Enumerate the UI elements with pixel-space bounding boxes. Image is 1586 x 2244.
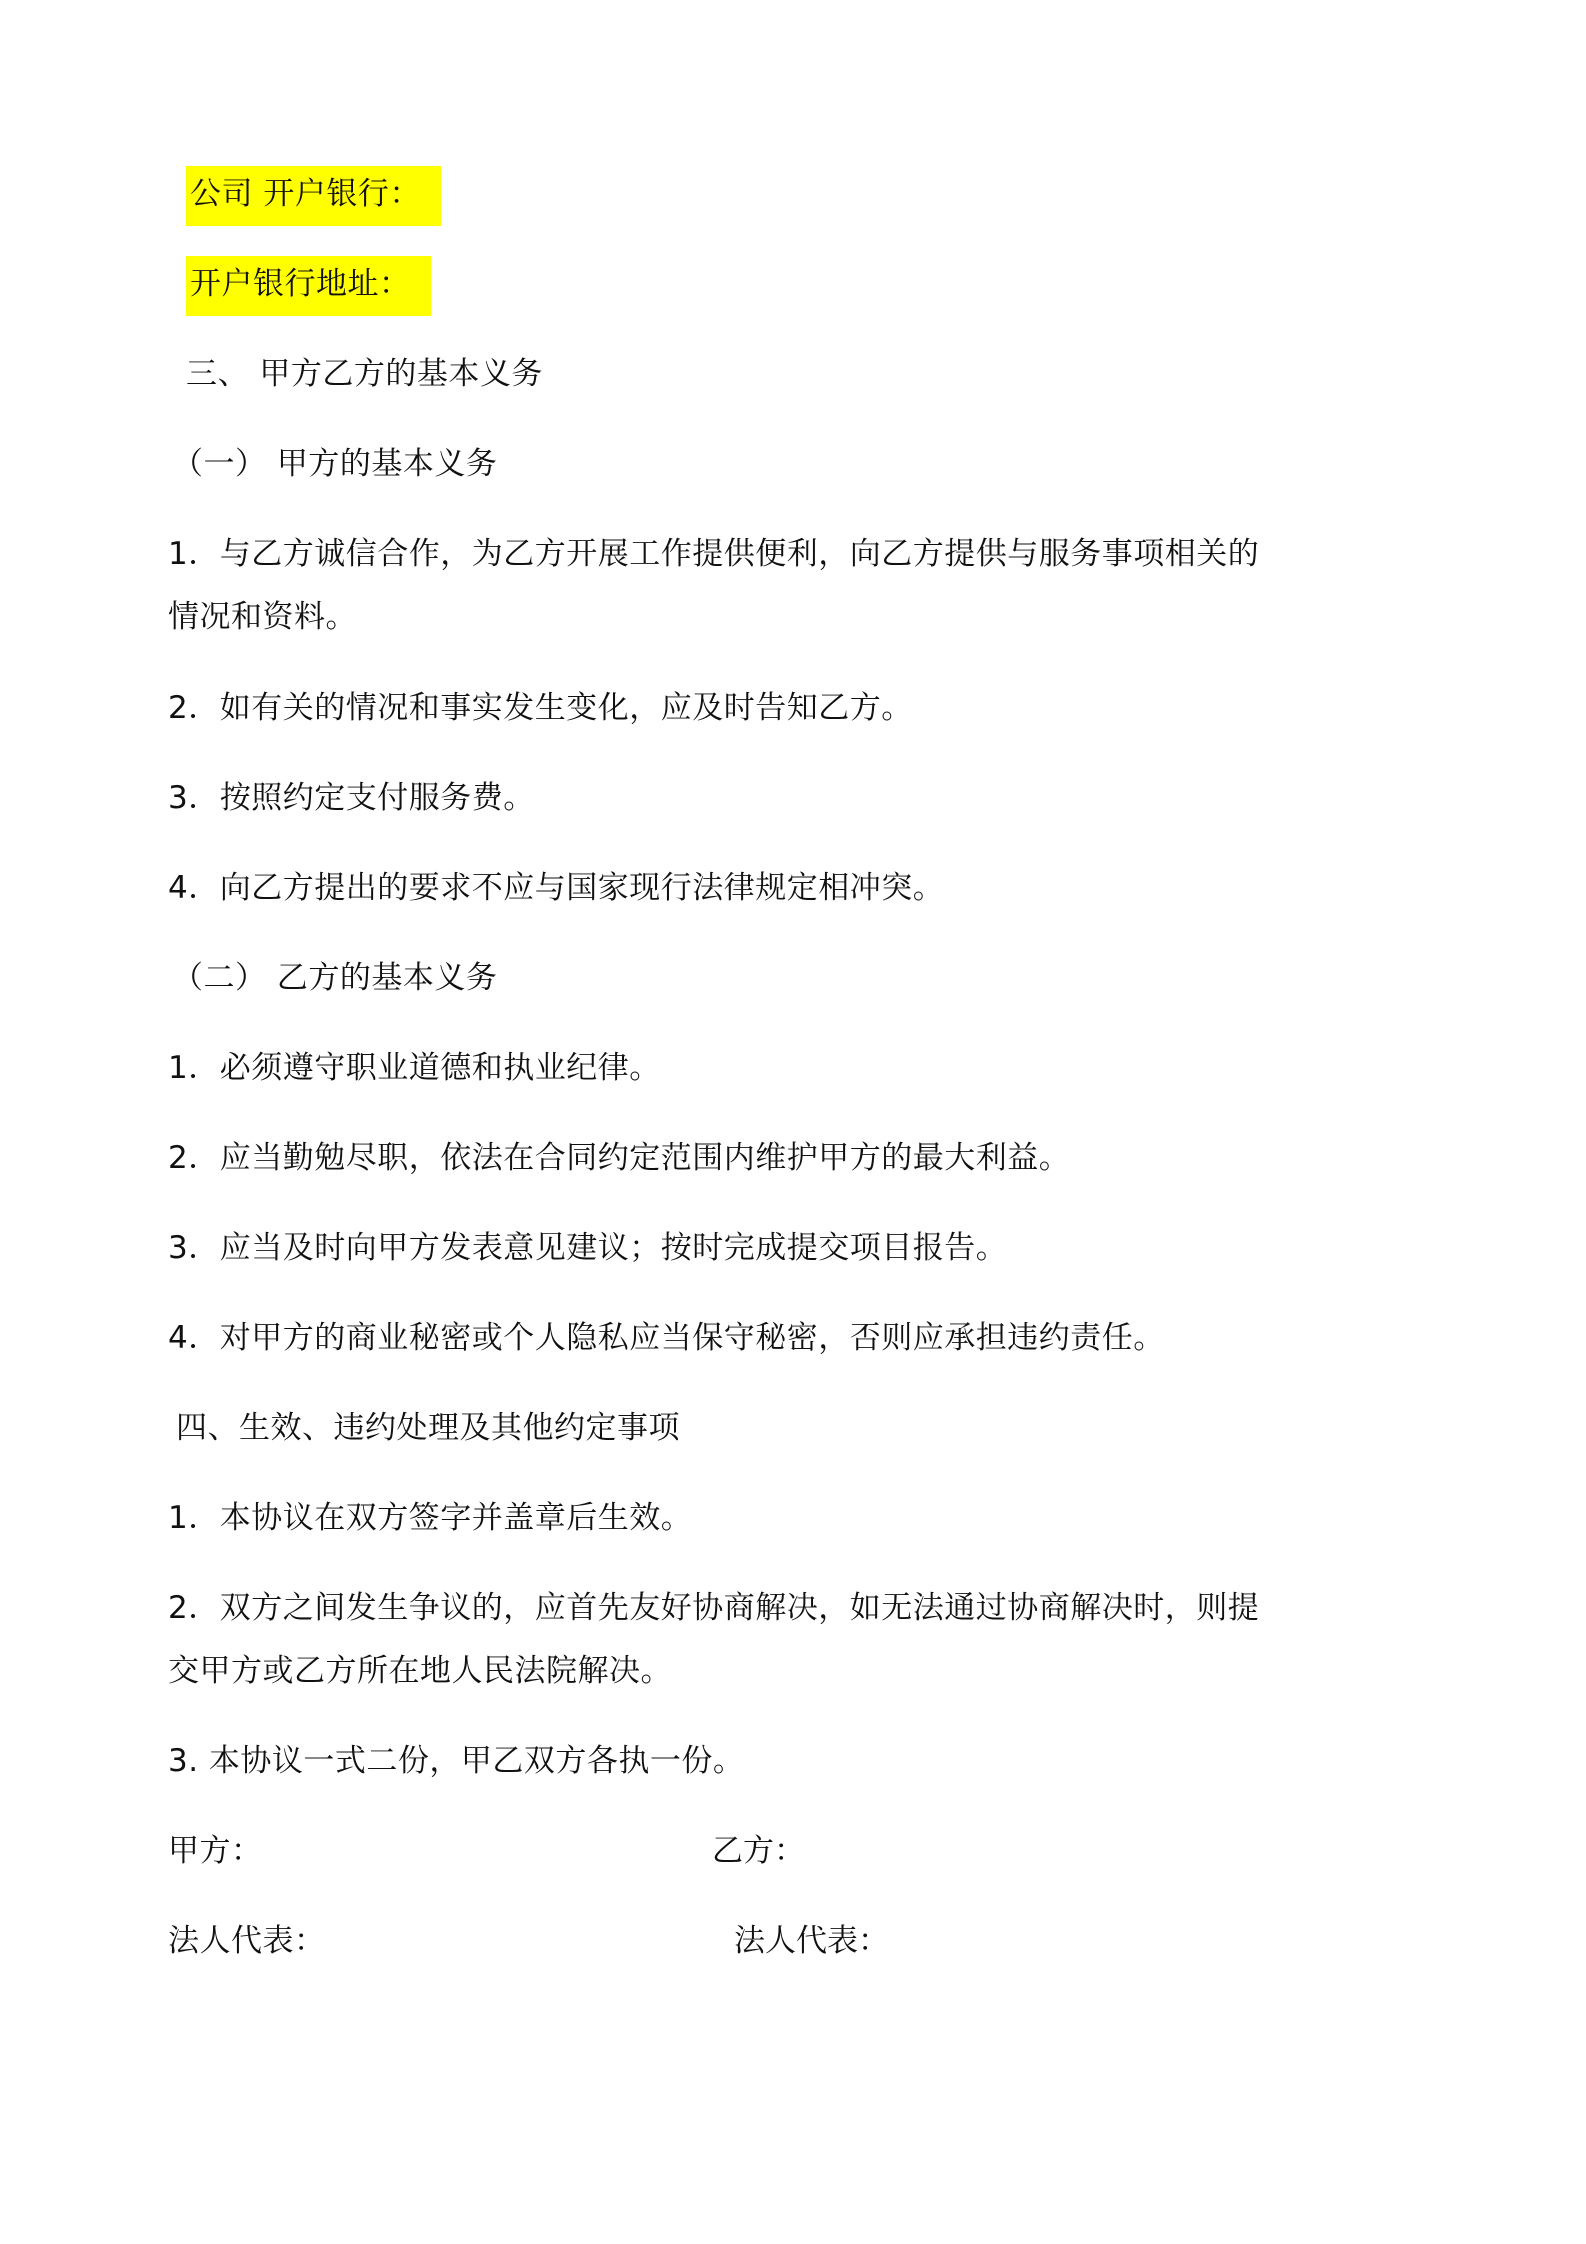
bank-info-company-bank — [186, 174, 441, 214]
section-4-item-2-line2: 交甲方或乙方所在地人民法院解决。 — [168, 1653, 672, 1689]
section-4-item-1: 1．本协议在双方签字并盖章后生效。 — [168, 1500, 693, 1536]
party-b-duty-2: 2．应当勤勉尽职，依法在合同约定范围内维护甲方的最大利益。 — [168, 1140, 1071, 1176]
party-b-duty-1: 1．必须遵守职业道德和执业纪律。 — [168, 1050, 661, 1086]
party-a-duties-heading: （一） 甲方的基本义务 — [172, 446, 498, 482]
bank-info-bank-address — [186, 264, 431, 304]
party-a-duty-2: 2．如有关的情况和事实发生变化，应及时告知乙方。 — [168, 690, 913, 726]
party-b-duty-3: 3．应当及时向甲方发表意见建议；按时完成提交项目报告。 — [168, 1230, 1008, 1266]
section-4-item-3: 3. 本协议一式二份，甲乙双方各执一份。 — [168, 1743, 745, 1779]
company-bank-label: 公司 开户银行： — [186, 166, 441, 226]
party-b-duty-4: 4．对甲方的商业秘密或个人隐私应当保守秘密，否则应承担违约责任。 — [168, 1320, 1165, 1356]
party-a-duty-1-line1: 1．与乙方诚信合作，为乙方开展工作提供便利，向乙方提供与服务事项相关的 — [168, 536, 1260, 572]
party-a-duty-3: 3．按照约定支付服务费。 — [168, 780, 535, 816]
signature-party-a: 甲方： — [168, 1833, 263, 1869]
section-3-heading: 三、 甲方乙方的基本义务 — [186, 356, 543, 392]
signature-party-b: 乙方： — [712, 1833, 805, 1869]
signature-rep-a: 法人代表： — [168, 1923, 326, 1959]
party-b-duties-heading: （二） 乙方的基本义务 — [172, 960, 498, 996]
section-4-item-2-line1: 2．双方之间发生争议的，应首先友好协商解决，如无法通过协商解决时，则提 — [168, 1590, 1260, 1626]
signature-rep-b: 法人代表： — [734, 1923, 889, 1959]
party-a-duty-1-line2: 情况和资料。 — [168, 599, 357, 635]
bank-address-label: 开户银行地址： — [186, 256, 431, 316]
party-a-duty-4: 4．向乙方提出的要求不应与国家现行法律规定相冲突。 — [168, 870, 945, 906]
section-4-heading: 四、生效、违约处理及其他约定事项 — [176, 1410, 680, 1446]
